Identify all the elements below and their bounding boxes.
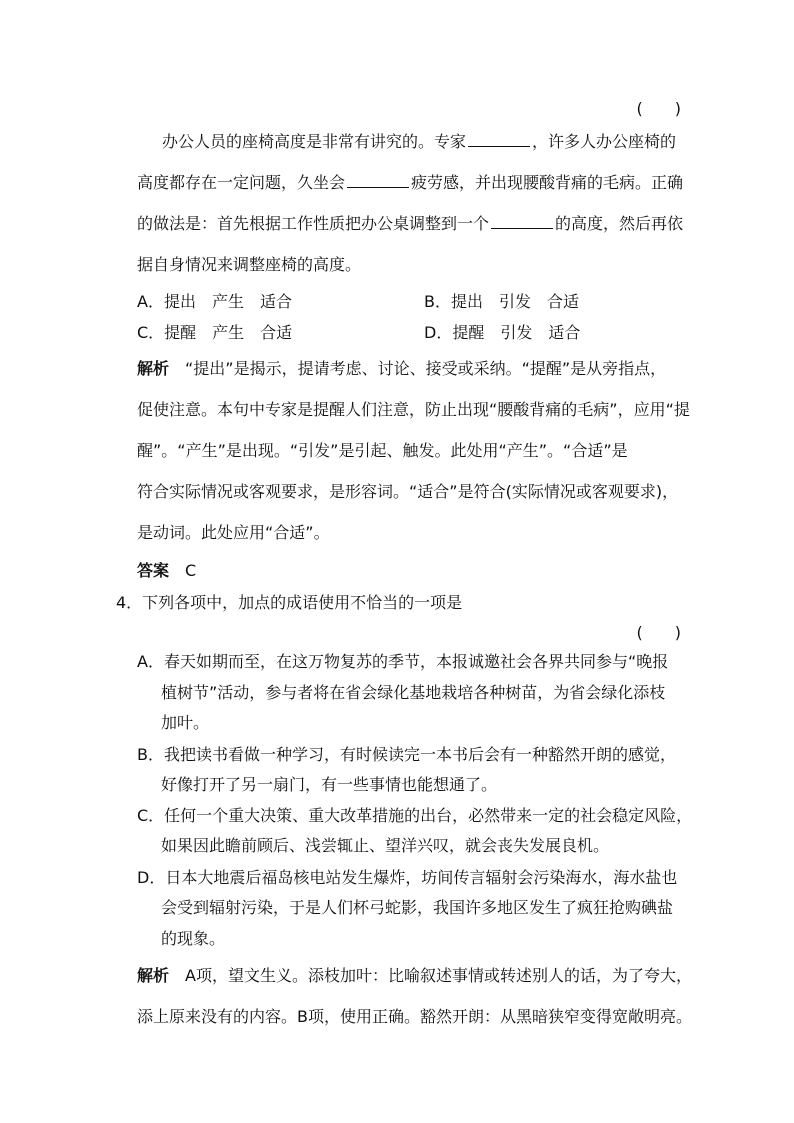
answer-bracket: ( ) [636, 99, 681, 118]
q3-line-1-text-a: 办公人员的座椅高度是非常有讲究的。专家 [162, 132, 467, 151]
option-a: A．提出 产生 适合 [137, 292, 292, 311]
q3-analysis-line-4: 符合实际情况或客观要求，是形容词。“适合”是符合(实际情况或客观要求)， [137, 482, 679, 501]
analysis-label: 解析 [137, 359, 170, 378]
q3-line-3-text-b: 的高度，然后再依 [555, 214, 684, 233]
fill-blank-2 [347, 173, 409, 188]
q4-option-a-line-3: 加叶。 [161, 713, 210, 732]
q4-option-a-line-2: 植树节”活动，参与者将在省会绿化基地栽培各种树苗，为省会绿化添枝 [161, 683, 666, 702]
q4-analysis-line-1 [137, 963, 692, 986]
analysis-label: 解析 [137, 966, 170, 985]
q3-line-3 [137, 211, 683, 234]
option-b: B．提出 引发 合适 [424, 292, 579, 311]
option-c: C．提醒 产生 合适 [137, 323, 293, 342]
q4-option-b-line-1: B．我把读书看做一种学习，有时候读完一本书后会有一种豁然开朗的感觉， [137, 745, 676, 764]
q3-line-1-text-b: ，许多人办公座椅的 [532, 132, 677, 151]
q4-option-b-line-2: 好像打开了另一扇门，有一些事情也能想通了。 [161, 775, 498, 794]
q3-line-1 [162, 129, 676, 152]
q3-analysis-line-1 [137, 356, 666, 379]
q4-option-c-line-2: 如果因此瞻前顾后、浅尝辄止、望洋兴叹，就会丧失发展良机。 [161, 836, 610, 855]
q3-line-2-text-a: 高度都存在一定问题，久坐会 [137, 173, 346, 192]
q4-analysis-line-2: 添上原来没有的内容。B项，使用正确。豁然开朗：从黑暗狭窄变得宽敞明亮。 [137, 1007, 692, 1026]
q4-option-a-line-1: A．春天如期而至，在这万物复苏的季节，本报诚邀社会各界共同参与“晚报 [137, 652, 669, 671]
answer-bracket: ( ) [636, 623, 681, 642]
q3-analysis-line-3: 醒”。“产生”是出现。“引发”是引起、触发。此处用“产生”。“合适”是 [137, 441, 628, 460]
analysis-text: A项，望文生义。添枝加叶：比喻叙述事情或转述别人的话，为了夸大， [185, 966, 692, 985]
q3-answer [137, 558, 196, 581]
q4-option-d-line-3: 的现象。 [161, 929, 226, 948]
q4-stem: 4．下列各项中，加点的成语使用不恰当的一项是 [116, 593, 463, 612]
q3-analysis-line-2: 促使注意。本句中专家是提醒人们注意，防止出现“腰酸背痛的毛病”，应用“提 [137, 400, 690, 419]
q3-line-3-text-a: 的做法是：首先根据工作性质把办公桌调整到一个 [137, 214, 490, 233]
answer-label: 答案 [137, 561, 170, 580]
q4-option-c-line-1: C．任何一个重大决策、重大改革措施的出台，必然带来一定的社会稳定风险， [137, 806, 693, 825]
q4-option-d-line-1: D．日本大地震后福岛核电站发生爆炸，坊间传言辐射会污染海水，海水盐也 [137, 868, 678, 887]
fill-blank-3 [491, 214, 553, 229]
q3-analysis-line-5: 是动词。此处应用“合适”。 [137, 523, 330, 542]
q3-line-2 [137, 170, 683, 193]
q4-option-d-line-2: 会受到辐射污染，于是人们杯弓蛇影，我国许多地区发生了疯狂抢购碘盐 [161, 898, 674, 917]
analysis-text: “提出”是揭示，提请考虑、讨论、接受或采纳。“提醒”是从旁指点， [185, 359, 667, 378]
answer-value: C [185, 561, 197, 580]
fill-blank-1 [468, 132, 530, 147]
q3-line-4: 据自身情况来调整座椅的高度。 [137, 255, 362, 274]
option-d: D．提醒 引发 适合 [424, 323, 581, 342]
q3-line-2-text-b: 疲劳感，并出现腰酸背痛的毛病。正确 [411, 173, 684, 192]
